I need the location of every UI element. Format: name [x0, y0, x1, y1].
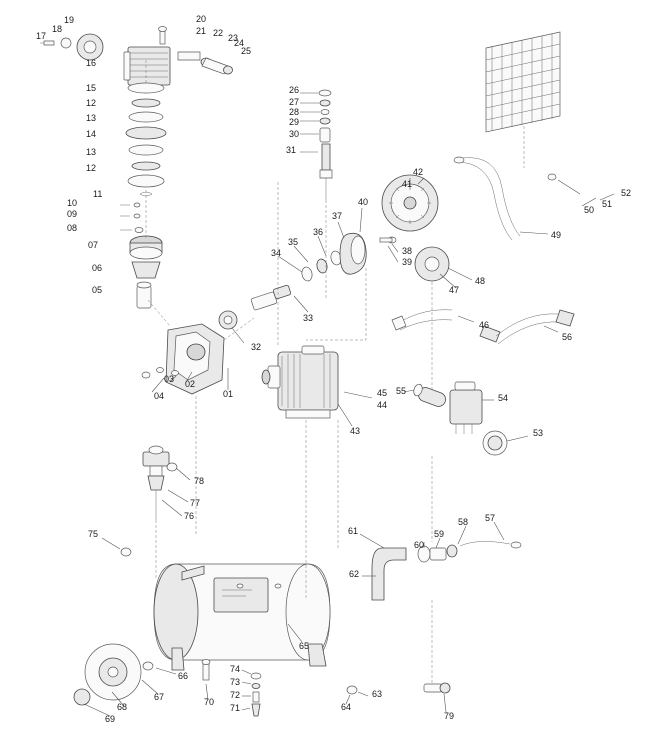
- callout-11: 11: [93, 189, 103, 199]
- callout-44: 44: [377, 400, 388, 410]
- callout-31: 31: [286, 145, 297, 155]
- callout-38: 38: [402, 246, 413, 256]
- callout-47: 47: [449, 285, 460, 295]
- callout-50: 50: [584, 205, 595, 215]
- callout-73: 73: [230, 677, 241, 687]
- callout-45: 45: [377, 388, 388, 398]
- callout-64: 64: [341, 702, 352, 712]
- motor-group: [262, 346, 372, 426]
- cylinder-head-group: [40, 27, 233, 309]
- belt-group: [454, 157, 548, 240]
- callout-66: 66: [178, 671, 189, 681]
- pressure-switch-group: [450, 382, 528, 455]
- callout-25: 25: [241, 46, 252, 56]
- callout-48: 48: [475, 276, 486, 286]
- callout-62: 62: [349, 569, 360, 579]
- callout-01: 01: [223, 389, 234, 399]
- callout-37: 37: [332, 211, 343, 221]
- callout-74: 74: [230, 664, 241, 674]
- callout-56: 56: [562, 332, 573, 342]
- callout-60: 60: [414, 540, 425, 550]
- callout-71: 71: [230, 703, 241, 713]
- callout-13a: 13: [86, 113, 97, 123]
- callout-14: 14: [86, 129, 97, 139]
- callout-49: 49: [551, 230, 562, 240]
- callout-70: 70: [204, 697, 215, 707]
- callout-15: 15: [86, 83, 97, 93]
- callout-27: 27: [289, 97, 300, 107]
- tank-group: [74, 538, 450, 716]
- callout-54: 54: [498, 393, 509, 403]
- grille-group: [486, 32, 614, 206]
- callout-36: 36: [313, 227, 324, 237]
- callout-10: 10: [67, 198, 78, 208]
- callout-39: 39: [402, 257, 413, 267]
- callout-33: 33: [303, 313, 314, 323]
- callout-30: 30: [289, 129, 300, 139]
- callout-18: 18: [52, 24, 63, 34]
- callout-75: 75: [88, 529, 99, 539]
- capacitor-group: [404, 383, 448, 408]
- callout-42: 42: [413, 167, 424, 177]
- callout-59: 59: [434, 529, 445, 539]
- callout-24: 24: [234, 38, 245, 48]
- callout-68: 68: [117, 702, 128, 712]
- callout-72: 72: [230, 690, 241, 700]
- callout-16: 16: [86, 58, 97, 68]
- callout-02: 02: [185, 379, 196, 389]
- regulator-group: [143, 446, 190, 520]
- callout-46: 46: [479, 320, 490, 330]
- callout-26: 26: [289, 85, 300, 95]
- callout-22: 22: [213, 28, 224, 38]
- callout-76: 76: [184, 511, 195, 521]
- callout-32: 32: [251, 342, 262, 352]
- callout-21: 21: [196, 26, 207, 36]
- callout-23: 23: [228, 33, 239, 43]
- callout-17: 17: [36, 31, 47, 41]
- callout-57: 57: [485, 513, 496, 523]
- callout-12b: 12: [86, 163, 97, 173]
- callout-13b: 13: [86, 147, 97, 157]
- callout-19: 19: [64, 15, 75, 25]
- unloader-tube-group: [300, 90, 332, 200]
- callout-58: 58: [458, 517, 469, 527]
- callout-28: 28: [289, 107, 300, 117]
- callout-53: 53: [533, 428, 544, 438]
- flywheel-group: [380, 175, 472, 288]
- callout-07: 07: [88, 240, 99, 250]
- callout-78: 78: [194, 476, 205, 486]
- callout-79: 79: [444, 711, 455, 721]
- callout-67: 67: [154, 692, 165, 702]
- callout-35: 35: [288, 237, 299, 247]
- callout-08: 08: [67, 223, 78, 233]
- callout-41: 41: [402, 179, 413, 189]
- callout-29: 29: [289, 117, 300, 127]
- callout-20: 20: [196, 14, 207, 24]
- callout-51: 51: [602, 199, 613, 209]
- callout-06: 06: [92, 263, 103, 273]
- callout-77: 77: [190, 498, 201, 508]
- callout-34: 34: [271, 248, 282, 258]
- callout-61: 61: [348, 526, 359, 536]
- callout-55: 55: [396, 386, 407, 396]
- callout-63: 63: [372, 689, 383, 699]
- callout-03: 03: [164, 374, 175, 384]
- callout-40: 40: [358, 197, 369, 207]
- callout-52: 52: [621, 188, 632, 198]
- callout-05: 05: [92, 285, 103, 295]
- callout-12a: 12: [86, 98, 97, 108]
- callout-09: 09: [67, 209, 78, 219]
- callout-43: 43: [350, 426, 361, 436]
- callout-69: 69: [105, 714, 116, 724]
- callout-65: 65: [299, 641, 310, 651]
- callout-04: 04: [154, 391, 165, 401]
